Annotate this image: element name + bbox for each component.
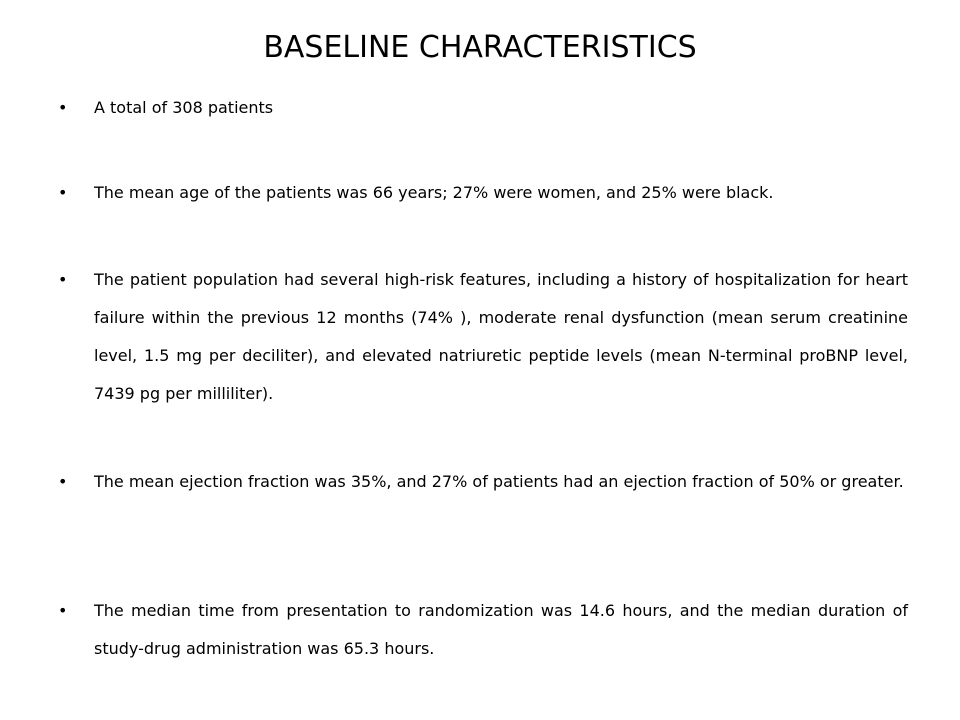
bullet-dot-icon: • — [58, 183, 68, 202]
bullet-dot-icon: • — [58, 98, 68, 117]
bullet-text: The mean ejection fraction was 35%, and 27% of patients had an ejection fraction of 50% or greater. — [94, 472, 904, 491]
bullet-dot-icon: • — [58, 270, 68, 289]
bullet-item — [58, 463, 908, 501]
bullet-item — [58, 89, 908, 127]
slide-title: BASELINE CHARACTERISTICS — [263, 30, 697, 65]
bullet-item — [58, 261, 908, 413]
bullet-text: The median time from presentation to randomization was 14.6 hours, and the median duration of study-drug administration was 65.3 hours. — [94, 601, 908, 658]
bullet-dot-icon: • — [58, 472, 68, 491]
bullet-text: The patient population had several high-risk features, including a history of hospitalization for heart failure within the previous 12 months (74% ), moderate renal dysfunction (mean serum creatinine level, 1.5 mg per deciliter), and elevated natriuretic peptide levels (mean N-terminal proBNP level, 7439 pg per milliliter). — [94, 270, 908, 403]
bullet-item — [58, 174, 908, 212]
bullet-dot-icon: • — [58, 601, 68, 620]
bullet-text: The mean age of the patients was 66 years; 27% were women, and 25% were black. — [94, 183, 774, 202]
bullet-text: A total of 308 patients — [94, 98, 274, 117]
bullet-item — [58, 592, 908, 668]
